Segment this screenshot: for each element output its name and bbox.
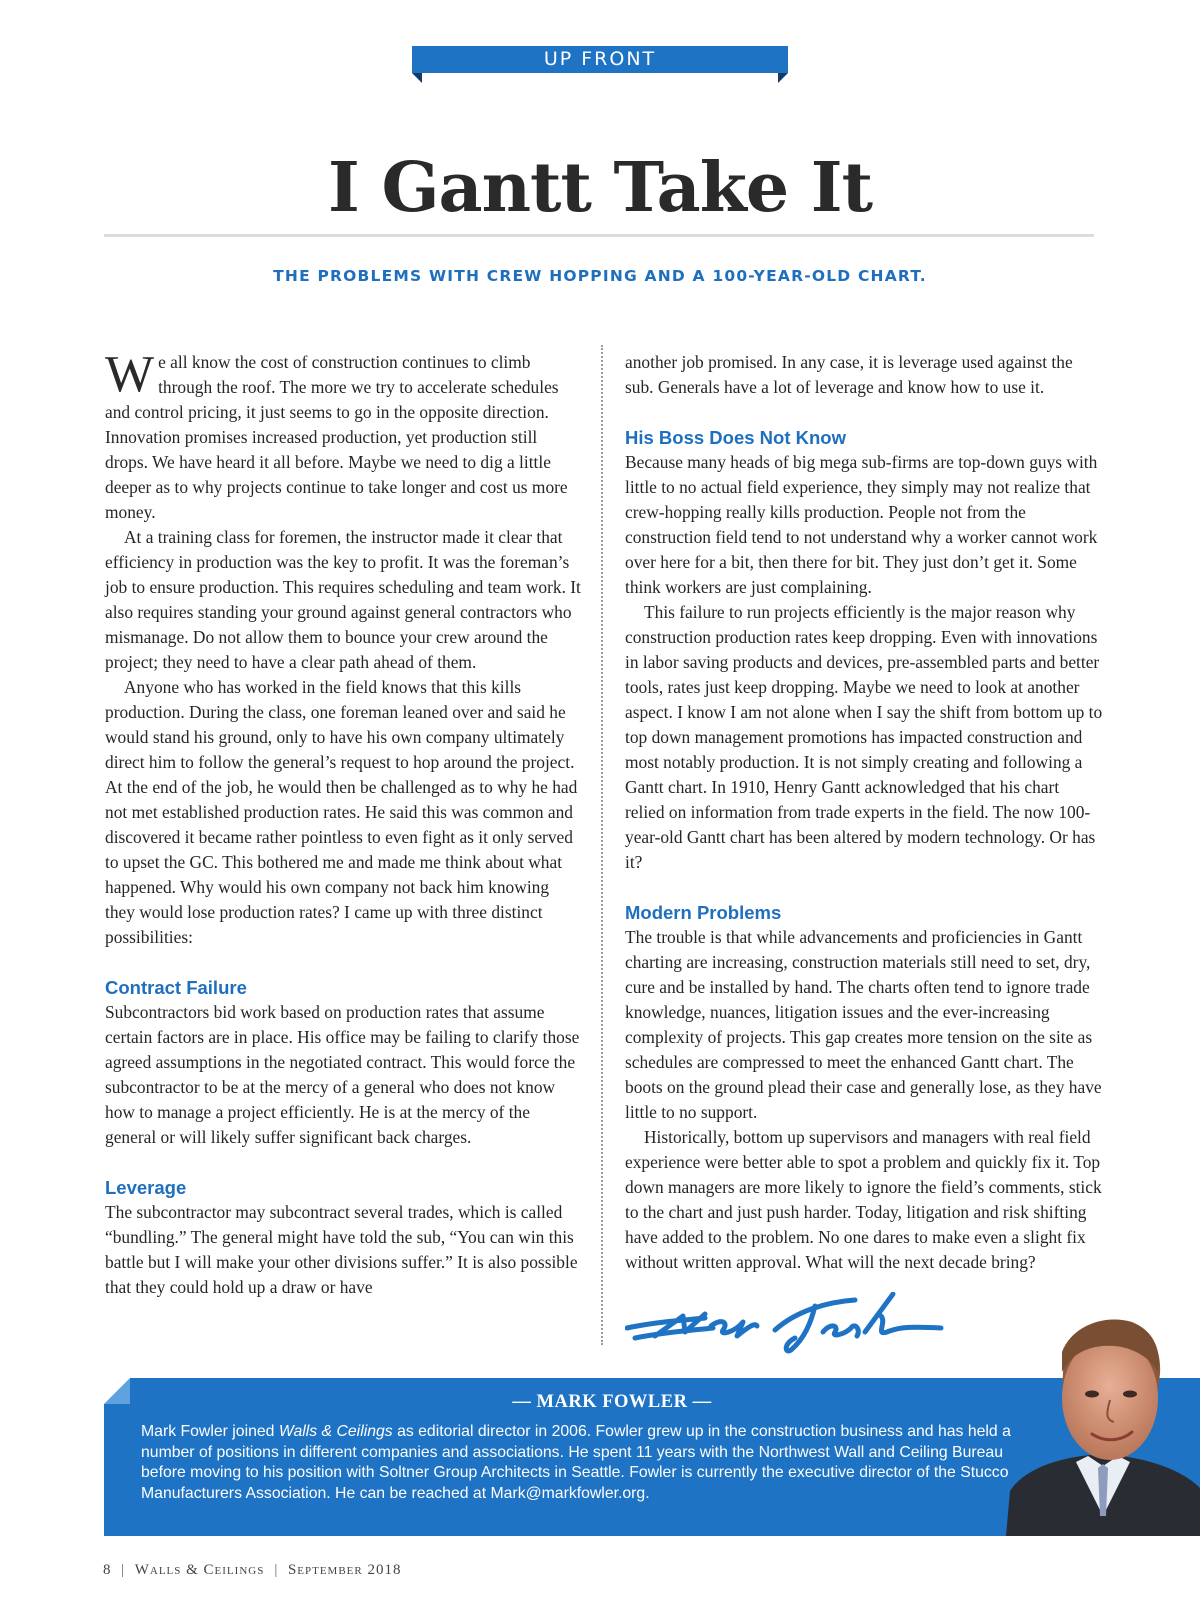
title-divider <box>104 234 1094 237</box>
signature-image <box>625 1292 945 1354</box>
section-tab <box>412 46 788 73</box>
paragraph: Subcontractors bid work based on production rates that assume certain factors are in place. His office may be failing to clarify those agreed assumptions in the negotiated contract. This would force the subcontractor to be at the mercy of a general who does not know how to manage a project efficiently. He is at the mercy of the general or will likely suffer significant back charges. <box>105 1002 580 1147</box>
paragraph <box>105 346 583 525</box>
paragraph: At a training class for foremen, the instructor made it clear that efficiency in production was the key to profit. It was the foreman’s job to ensure production. This requires scheduling and team work. It also requires standing your ground against general contractors who mismanage. Do not allow them to bounce your crew around the project; they need to have a clear path ahead of them. <box>105 527 581 672</box>
article-title: I Gantt Take It <box>328 148 872 228</box>
left-column <box>105 346 583 1300</box>
bio-text-end: as editorial director in 2006. Fowler grew up in the construction business and has held a number of positions in different companies and associations. He spent 11 years with the Northwest Wall and Ceiling Bureau before moving to his position with Soltner Group Architects in Seattle. Fowler is currently the executive director of the Stucco Manufacturers Association. He can be reached at Mark@markfowler.org. <box>141 1423 1011 1502</box>
bio-text-start: Mark Fowler joined <box>141 1423 279 1440</box>
magazine-name: Walls & Ceilings <box>134 1562 265 1578</box>
bio-corner-cut <box>104 1378 130 1404</box>
paragraph: Because many heads of big mega sub-firms are top-down guys with little to no actual field experience, they simply may not realize that crew-hopping really kills production. People not from the construction field tend to not understand why a worker cannot work over here for a bit, then there for bit. They just don’t get it. Some think workers are just complaining. <box>625 452 1098 597</box>
subhead-leverage: Leverage <box>105 1177 187 1198</box>
tab-fold-left <box>412 73 422 83</box>
article-deck: THE PROBLEMS WITH CREW HOPPING AND A 100-YEAR-OLD CHART. <box>273 267 927 285</box>
right-column <box>625 350 1103 1275</box>
drop-cap: W <box>105 346 155 403</box>
publication-name: Walls & Ceilings <box>278 1423 393 1440</box>
paragraph-text: e all know the cost of construction continues to climb through the roof. The more we try to accelerate schedules and control pricing, it just seems to go in the opposite direction. Innovation promises increased production, yet production still drops. We have heard it all before. Maybe we need to dig a little deeper as to why projects continue to take longer and cost us more money. <box>105 352 568 522</box>
page-number: 8 <box>103 1562 112 1578</box>
author-name: — MARK FOWLER — <box>512 1392 712 1412</box>
paragraph: another job promised. In any case, it is leverage used against the sub. Generals have a lot of leverage and know how to use it. <box>625 352 1073 397</box>
subhead-contract-failure: Contract Failure <box>105 977 247 998</box>
subhead-modern-problems: Modern Problems <box>625 902 782 923</box>
paragraph: This failure to run projects efficiently is the major reason why construction production rates keep dropping. Even with innovations in labor saving products and devices, pre-assembled parts and better tools, rates just keep dropping. Maybe we need to look at another aspect. I know I am not alone when I say the shift from bottom up to top down management promotions has impacted construction and most notably production. It is not simply creating and following a Gantt chart. In 1910, Henry Gantt acknowledged that his chart relied on information from trade experts in the field. The now 100-year-old Gantt chart has been altered by modern technology. Or has it? <box>625 602 1103 872</box>
page-footer: 8 | Walls & Ceilings | September 2018 <box>103 1562 402 1578</box>
paragraph: Historically, bottom up supervisors and managers with real field experience were better able to spot a problem and quickly fix it. Top down managers are more likely to ignore the field’s comments, stick to the chart and just push harder. Today, litigation and risk shifting have added to the problem. No one dares to make even a slight fix without written approval. What will the next decade bring? <box>625 1127 1102 1272</box>
paragraph: The trouble is that while advancements and proficiencies in Gantt charting are increasing, construction materials still need to set, dry, cure and be installed by hand. The charts often tend to ignore trade knowledge, nuances, litigation issues and the ever-increasing complexity of projects. This gap creates more tension on the site as schedules are compressed to meet the enhanced Gantt chart. The boots on the ground plead their case and generally lose, as they have little to no support. <box>625 927 1102 1122</box>
tab-fold-right <box>778 73 788 83</box>
section-label: UP FRONT <box>543 48 657 70</box>
column-divider <box>601 345 603 1345</box>
author-portrait <box>1006 1316 1200 1536</box>
issue-date: September 2018 <box>287 1562 402 1578</box>
subhead-his-boss: His Boss Does Not Know <box>625 427 846 448</box>
paragraph: Anyone who has worked in the field knows that this kills production. During the class, one foreman leaned over and said he would stand his ground, only to have his own company ultimately direct him to follow the general’s request to hop around the project. At the end of the job, he would then be challenged as to why he had not met established production rates. He said this was common and discovered it became rather pointless to even fight as it only served to upset the GC. This bothered me and made me think about what happened. Why would his own company not back him knowing they would lose production rates? I came up with three distinct possibilities: <box>105 677 578 947</box>
author-bio-text <box>141 1422 1021 1504</box>
paragraph: The subcontractor may subcontract several trades, which is called “bundling.” The general might have told the sub, “You can win this battle but I will make your other divisions suffer.” It is also possible that they could hold up a draw or have <box>105 1202 578 1297</box>
